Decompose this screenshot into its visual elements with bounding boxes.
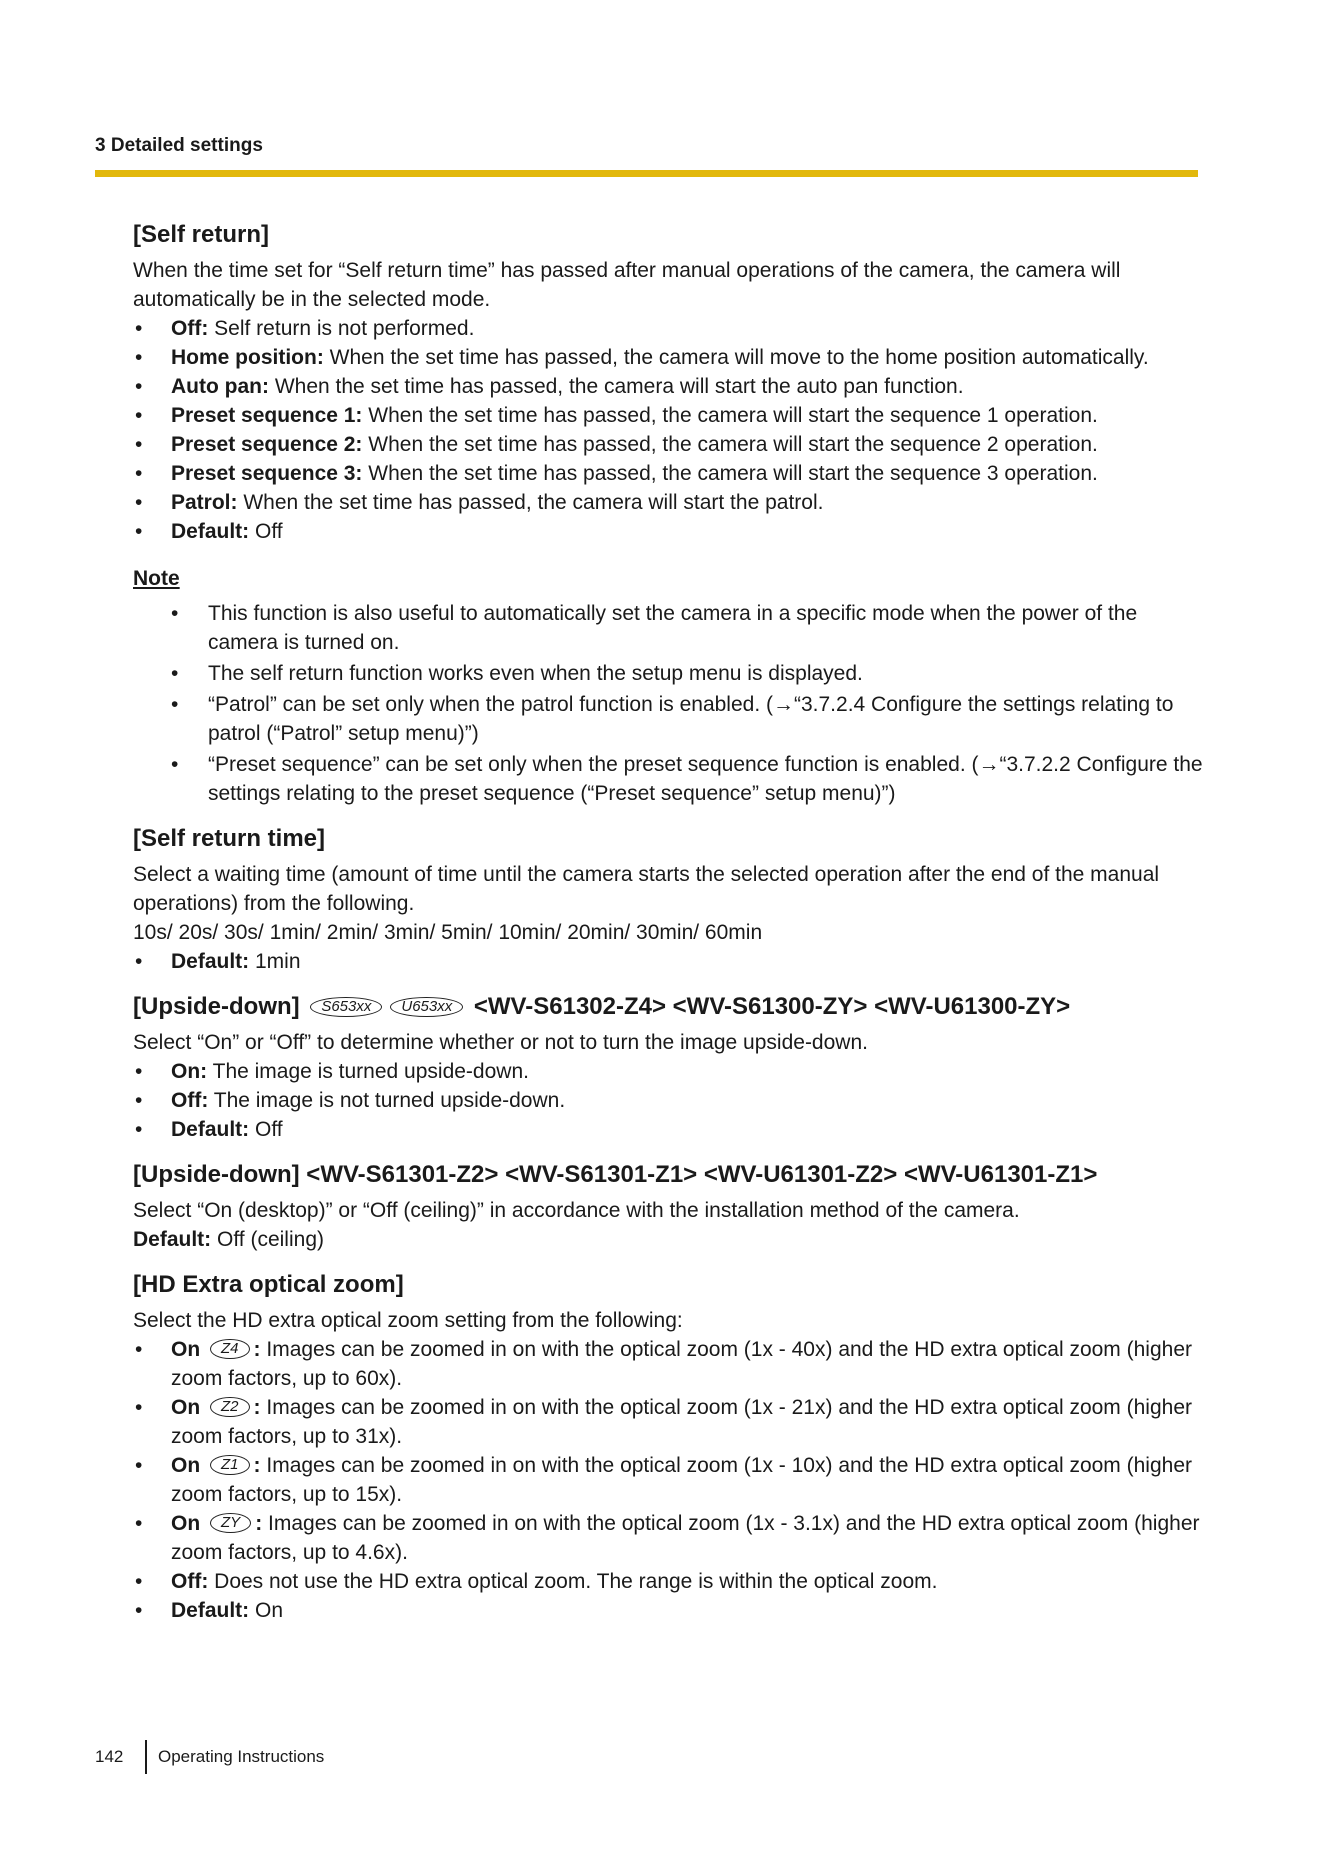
footer-title: Operating Instructions xyxy=(158,1747,325,1766)
model-badge-z1: Z1 xyxy=(210,1455,250,1475)
list-item: • Auto pan: When the set time has passed, the camera will start the auto pan function. xyxy=(133,372,1203,401)
note-item: • This function is also useful to automatically set the camera in a specific mode when the power of the camera is turned on. xyxy=(133,599,1203,657)
list-item: • Preset sequence 2: When the set time has passed, the camera will start the sequence 2 operation. xyxy=(133,430,1203,459)
footer-divider xyxy=(145,1740,147,1774)
list-item: • On ZY : Images can be zoomed in on with the optical zoom (1x - 3.1x) and the HD extra optical zoom (higher zoom factors, up to 4.6x). xyxy=(133,1509,1203,1567)
self-return-time-heading: [Self return time] xyxy=(133,825,326,852)
list-item: • Preset sequence 3: When the set time has passed, the camera will start the sequence 3 operation. xyxy=(133,459,1203,488)
upside-down-2-section xyxy=(133,1158,1203,1254)
hd-zoom-heading: [HD Extra optical zoom] xyxy=(133,1271,404,1298)
self-return-heading: [Self return] xyxy=(133,221,270,248)
hd-zoom-section xyxy=(133,1268,1203,1625)
note-list xyxy=(133,599,1203,808)
model-badge-u653: U653xx xyxy=(390,997,463,1017)
upside-down-heading: [Upside-down] S653xx U653xx <WV-S61302-Z4> <WV-S61300-ZY> <WV-U61300-ZY> xyxy=(133,993,1071,1020)
hd-zoom-intro: Select the HD extra optical zoom setting from the following: xyxy=(133,1309,683,1332)
self-return-time-options: 10s/ 20s/ 30s/ 1min/ 2min/ 3min/ 5min/ 10min/ 20min/ 30min/ 60min xyxy=(133,921,763,944)
upside-down-intro: Select “On” or “Off” to determine whether or not to turn the image upside-down. xyxy=(133,1031,868,1054)
note-item: • “Patrol” can be set only when the patrol function is enabled. (→“3.7.2.4 Configure the settings relating to patrol (“Patrol” setup menu)”) xyxy=(133,690,1203,748)
self-return-intro: When the time set for “Self return time” has passed after manual operations of the camera, the camera will automatically be in the selected mode. xyxy=(133,259,1121,311)
list-item: • Off: Self return is not performed. xyxy=(133,314,1203,343)
note-item: • The self return function works even when the setup menu is displayed. xyxy=(133,659,1203,688)
self-return-time-section xyxy=(133,822,1203,976)
list-item: • On Z1 : Images can be zoomed in on with the optical zoom (1x - 10x) and the HD extra optical zoom (higher zoom factors, up to 15x). xyxy=(133,1451,1203,1509)
header-rule xyxy=(95,170,1198,177)
model-badge-zy: ZY xyxy=(210,1513,251,1533)
list-item: • Off: The image is not turned upside-down. xyxy=(133,1086,1203,1115)
upside-down-section xyxy=(133,990,1203,1144)
list-item: • On Z4 : Images can be zoomed in on with the optical zoom (1x - 40x) and the HD extra optical zoom (higher zoom factors, up to 60x). xyxy=(133,1335,1203,1393)
upside-down-options xyxy=(133,1057,1203,1144)
list-item: • Default: Off xyxy=(133,517,1203,546)
model-badge-z2: Z2 xyxy=(210,1397,250,1417)
model-badge-s653: S653xx xyxy=(310,997,382,1017)
hd-zoom-options xyxy=(133,1335,1203,1625)
upside-down-2-default: Default: Off (ceiling) xyxy=(133,1228,324,1251)
list-item: • On: The image is turned upside-down. xyxy=(133,1057,1203,1086)
list-item: • Preset sequence 1: When the set time has passed, the camera will start the sequence 1 operation. xyxy=(133,401,1203,430)
self-return-time-intro: Select a waiting time (amount of time until the camera starts the selected operation after the end of the manual operations) from the following. xyxy=(133,863,1160,915)
list-item: • Default: Off xyxy=(133,1115,1203,1144)
list-item: • On Z2 : Images can be zoomed in on with the optical zoom (1x - 21x) and the HD extra optical zoom (higher zoom factors, up to 31x). xyxy=(133,1393,1203,1451)
upside-down-2-intro: Select “On (desktop)” or “Off (ceiling)” in accordance with the installation method of the camera. xyxy=(133,1199,1020,1222)
upside-down-2-heading: [Upside-down] <WV-S61301-Z2> <WV-S61301-Z1> <WV-U61301-Z2> <WV-U61301-Z1> xyxy=(133,1161,1098,1188)
list-item: • Default: On xyxy=(133,1596,1203,1625)
list-item: • Patrol: When the set time has passed, the camera will start the patrol. xyxy=(133,488,1203,517)
note-heading: Note xyxy=(133,567,180,590)
self-return-options xyxy=(133,314,1203,546)
list-item: • Off: Does not use the HD extra optical zoom. The range is within the optical zoom. xyxy=(133,1567,1203,1596)
page-number: 142 xyxy=(95,1747,124,1766)
self-return-time-default xyxy=(133,947,1203,976)
model-badge-z4: Z4 xyxy=(210,1339,250,1359)
list-item: • Default: 1min xyxy=(133,947,1203,976)
page-content xyxy=(133,218,1203,1639)
chapter-header: 3 Detailed settings xyxy=(95,135,263,156)
list-item: • Home position: When the set time has passed, the camera will move to the home position automatically. xyxy=(133,343,1203,372)
note-item: • “Preset sequence” can be set only when the preset sequence function is enabled. (→“3.7.2.2 Configure the settings relating to the preset sequence (“Preset sequence” setup menu)”) xyxy=(133,750,1203,808)
self-return-section xyxy=(133,218,1203,808)
